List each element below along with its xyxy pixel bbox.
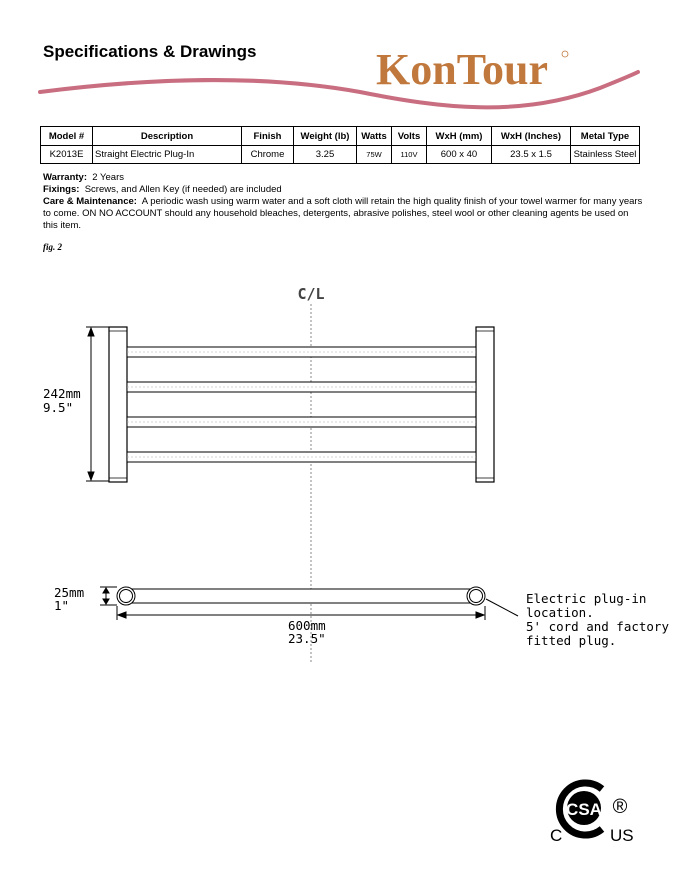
page-title: Specifications & Drawings [43, 42, 257, 61]
cell-volts: 110V [392, 146, 427, 164]
height-in-label: 9.5" [43, 400, 74, 415]
col-weight: Weight (lb) [294, 127, 357, 146]
horizontal-bars [127, 347, 476, 462]
depth-mm-label: 25mm [54, 585, 85, 600]
fixings-label: Fixings: [43, 184, 80, 195]
csa-registered: ® [612, 796, 628, 818]
cell-weight: 3.25 [294, 146, 357, 164]
svg-text:KonTour: KonTour [376, 45, 549, 94]
fixings-value: Screws, and Allen Key (if needed) are included [84, 184, 282, 195]
width-mm-label: 600mm [288, 618, 326, 633]
depth-dimension [100, 587, 117, 605]
cell-finish: Chrome [242, 146, 294, 164]
plug-note-line4: fitted plug. [526, 633, 617, 648]
height-dimension [86, 327, 109, 481]
col-watts: Watts [357, 127, 392, 146]
col-wxh-in: WxH (Inches) [492, 127, 571, 146]
centerline-label: C/L [297, 285, 325, 303]
cell-watts: 75W [357, 146, 392, 164]
cell-metal-type: Stainless Steel [571, 146, 640, 164]
cell-wxh-in: 23.5 x 1.5 [492, 146, 571, 164]
col-finish: Finish [242, 127, 294, 146]
col-model: Model # [41, 127, 93, 146]
cell-model: K2013E [41, 146, 93, 164]
depth-in-label: 1" [54, 598, 70, 613]
csa-us-label: US [610, 826, 634, 845]
col-metal-type: Metal Type [571, 127, 640, 146]
warranty-label: Warranty: [43, 172, 87, 183]
cell-wxh-mm: 600 x 40 [427, 146, 492, 164]
right-post [476, 327, 494, 482]
plug-note-line1: Electric plug-in [526, 591, 647, 606]
warranty-value: 2 Years [92, 172, 124, 183]
care-value: A periodic wash using warm water and a soft cloth will retain the high quality finish of your towel warmer for many years to come. ON NO ACCOUNT should any household bleaches, detergents, abrasive polishes, steel wool or other cleaning agents be used on this item. [43, 196, 643, 231]
left-post [109, 327, 127, 482]
cell-description: Straight Electric Plug-In [93, 146, 242, 164]
care-label: Care & Maintenance: [43, 196, 137, 207]
plug-leader-line [486, 599, 518, 616]
width-in-label: 23.5" [288, 631, 326, 646]
figure-label: fig. 2 [43, 242, 62, 252]
plug-note-line3: 5' cord and factory [526, 619, 669, 634]
csa-text: CSA [566, 800, 602, 819]
height-mm-label: 242mm [43, 386, 81, 401]
csa-certification-mark [540, 775, 640, 845]
csa-c-label: C [550, 826, 563, 845]
col-volts: Volts [392, 127, 427, 146]
plug-note-line2: location. [526, 605, 594, 620]
top-view [117, 587, 485, 605]
col-wxh-mm: WxH (mm) [427, 127, 492, 146]
col-description: Description [93, 127, 242, 146]
